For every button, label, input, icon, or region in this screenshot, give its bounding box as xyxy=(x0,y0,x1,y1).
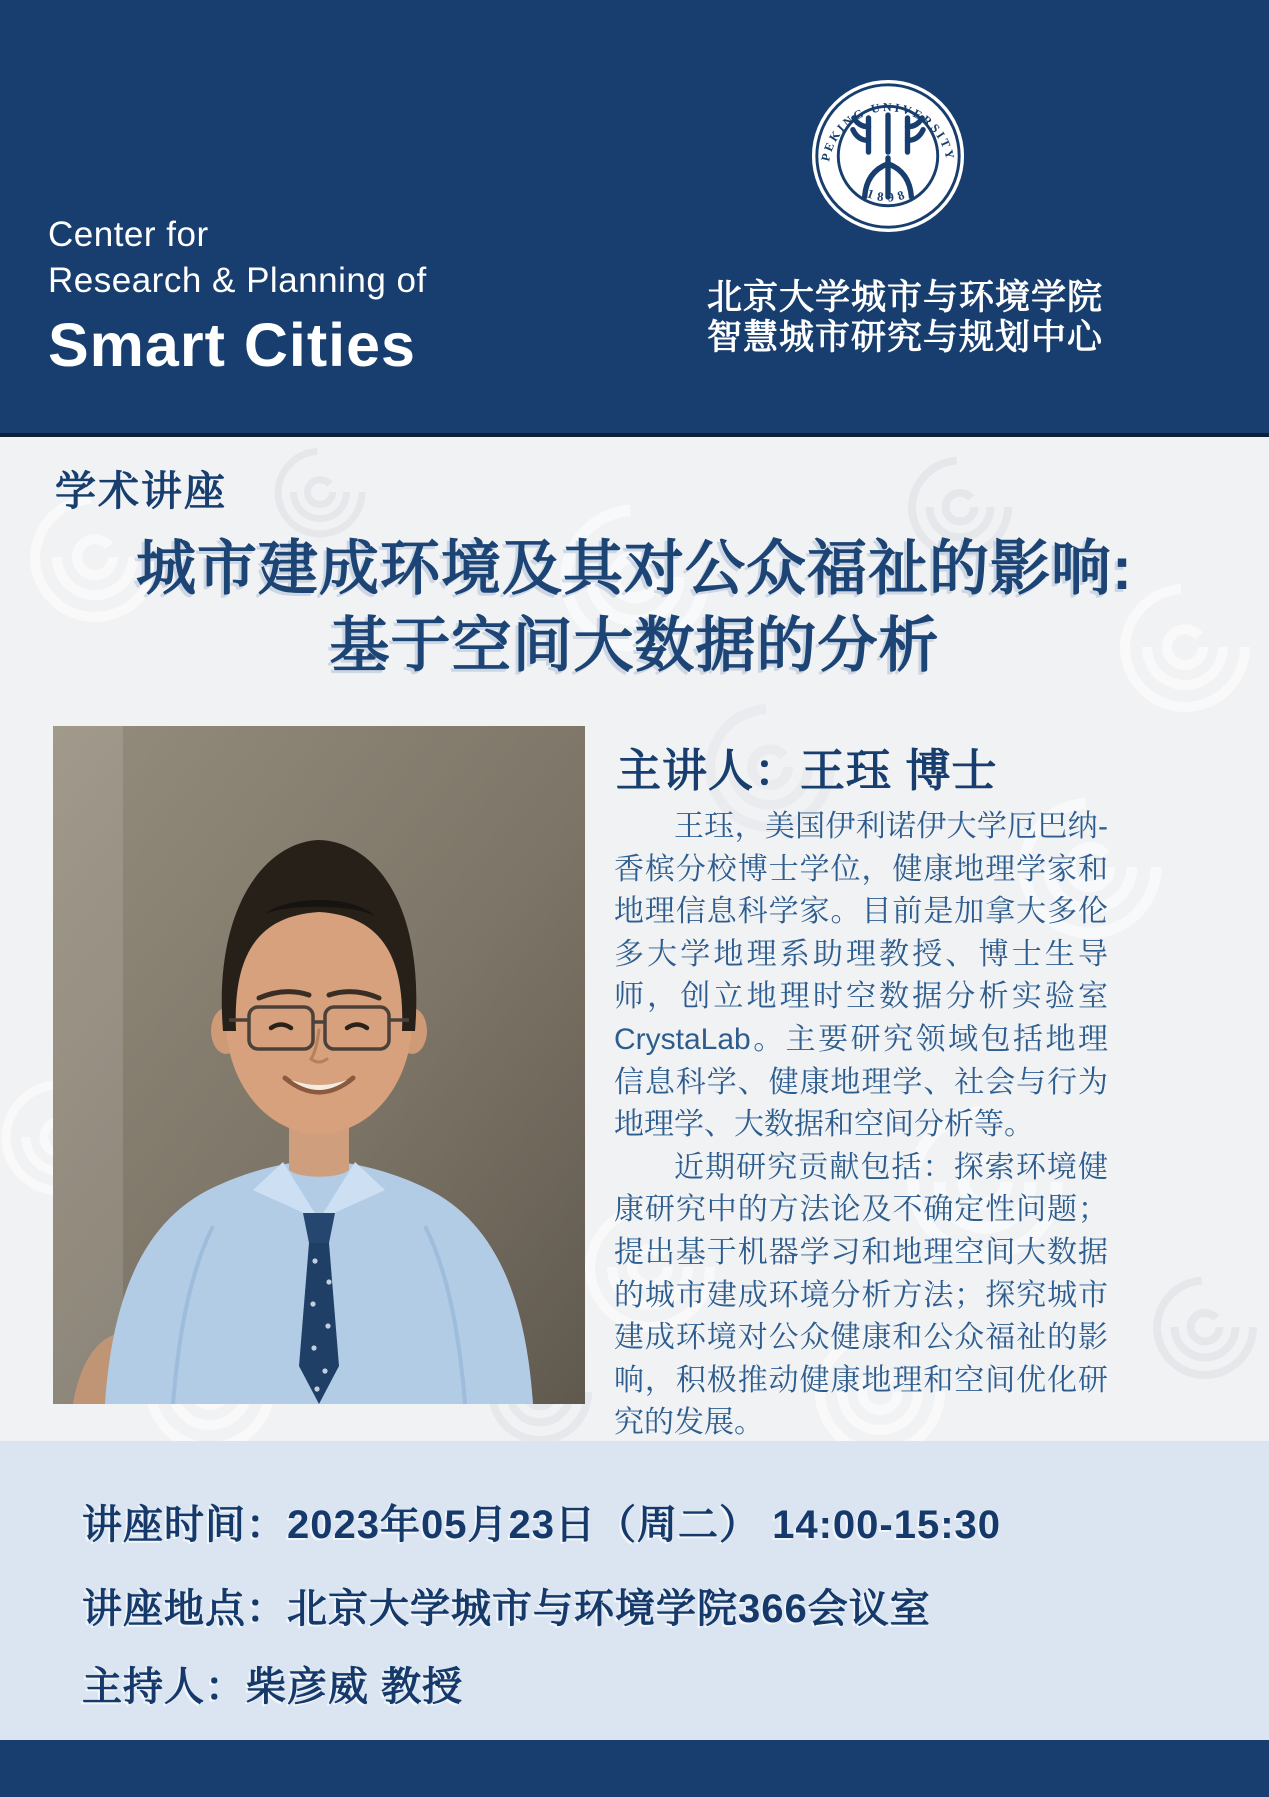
speaker-heading: 主讲人：王珏 博士 xyxy=(616,745,998,796)
lecture-title-line2: 基于空间大数据的分析 xyxy=(329,612,940,679)
speaker-bio-paragraph-2: 近期研究贡献包括：探索环境健康研究中的方法论及不确定性问题；提出基于机器学习和地理空间大数据的城市建成环境分析方法；探究城市建成环境对公众健康和公众福祉的影响，积极推动健康地理和空间优化研究的发展。 xyxy=(614,1150,1108,1440)
footer-bar xyxy=(0,1740,1269,1797)
logo-year-text: 1898 xyxy=(865,186,911,205)
lecture-time: 讲座时间：2023年05月23日（周二） 14:00-15:30 xyxy=(82,1503,1002,1547)
lecture-title xyxy=(0,530,1269,684)
lecture-location: 讲座地点：北京大学城市与环境学院366会议室 xyxy=(82,1587,931,1631)
org-name-english xyxy=(48,212,427,378)
org-name-english-line3: Smart Cities xyxy=(48,311,416,379)
logo-ring-text: PEKING UNIVERSITY xyxy=(818,100,958,163)
lecture-host: 主持人：柴彦威 教授 xyxy=(82,1665,464,1709)
org-name-chinese-line2: 智慧城市研究与规划中心 xyxy=(707,318,1104,357)
org-name-english-line2: Research & Planning of xyxy=(48,261,427,300)
org-name-english-line1: Center for xyxy=(48,215,209,254)
peking-university-seal-icon xyxy=(810,78,966,234)
speaker-bio-paragraph-1: 王珏，美国伊利诺伊大学厄巴纳-香槟分校博士学位，健康地理学家和地理信息科学家。目前是加拿大多伦多大学地理系助理教授、博士生导师，创立地理时空数据分析实验室CrystaLab。主要研究领域包括地理信息科学、健康地理学、社会与行为地理学、大数据和空间分析等。 xyxy=(614,810,1108,1142)
lecture-details-panel xyxy=(0,1441,1269,1740)
org-name-chinese-line1: 北京大学城市与环境学院 xyxy=(707,278,1104,317)
speaker-bio xyxy=(614,806,1108,1445)
speaker-photo xyxy=(53,726,585,1404)
lecture-title-line1: 城市建成环境及其对公众福祉的影响: xyxy=(136,535,1133,602)
org-name-chinese xyxy=(707,278,1103,358)
lecture-type-tag: 学术讲座 xyxy=(55,468,227,514)
header-band xyxy=(0,0,1269,437)
